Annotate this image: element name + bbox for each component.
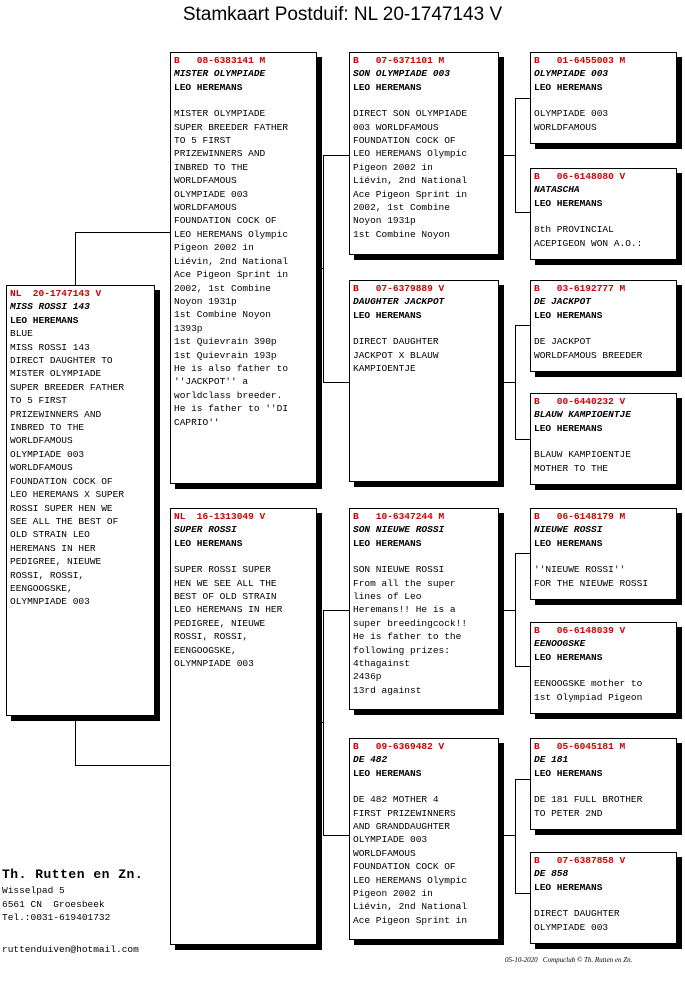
connector-line xyxy=(515,98,530,99)
ring-number: B 10-6347244 M xyxy=(353,511,445,522)
page-title: Stamkaart Postduif: NL 20-1747143 V xyxy=(182,4,503,25)
connector-line xyxy=(323,835,349,836)
breeder-name: LEO HEREMANS xyxy=(353,767,422,779)
pigeon-name: NATASCHA xyxy=(534,184,580,196)
connector-line xyxy=(515,553,516,666)
connector-line xyxy=(515,439,530,440)
pigeon-name: MISS ROSSI 143 xyxy=(10,301,90,313)
breeder-name: LEO HEREMANS xyxy=(534,651,603,663)
owner-name: Th. Rutten en Zn. xyxy=(2,867,144,882)
connector-line xyxy=(323,610,349,611)
ring-number: B 06-6148179 M xyxy=(534,511,626,522)
connector-line xyxy=(499,382,515,383)
connector-line xyxy=(515,98,516,212)
connector-line xyxy=(323,155,349,156)
pigeon-card-mmf xyxy=(530,738,677,830)
ring-number: NL 20-1747143 V xyxy=(10,288,102,299)
breeder-name: LEO HEREMANS xyxy=(10,314,79,326)
connector-line xyxy=(515,212,530,213)
pigeon-notes: SUPER ROSSI SUPER HEN WE SEE ALL THE BEST OF OLD STRAIN LEO HEREMANS IN HER PEDIGREE, NIEUWE ROSSI, ROSSI, EENGOOGSKE, OLYMNPIADE 003 xyxy=(174,564,283,670)
connector-line xyxy=(75,232,76,285)
ring-number: B 07-6387858 V xyxy=(534,855,626,866)
pigeon-name: DAUGHTER JACKPOT xyxy=(353,296,445,308)
connector-line xyxy=(317,722,323,723)
ring-number: B 03-6192777 M xyxy=(534,283,626,294)
pigeon-name: DE 858 xyxy=(534,868,569,880)
connector-line xyxy=(75,232,170,233)
connector-line xyxy=(515,666,530,667)
connector-line xyxy=(317,268,323,269)
owner-email[interactable]: ruttenduiven@hotmail.com xyxy=(2,944,139,955)
pigeon-card-ff xyxy=(349,52,499,255)
pigeon-name: OLYMPIADE 003 xyxy=(534,68,609,80)
connector-line xyxy=(515,325,530,326)
breeder-name: LEO HEREMANS xyxy=(353,309,422,321)
breeder-name: LEO HEREMANS xyxy=(534,537,603,549)
pigeon-name: DE 482 xyxy=(353,754,388,766)
pigeon-card-mff xyxy=(530,508,677,600)
breeder-name: LEO HEREMANS xyxy=(534,767,603,779)
pigeon-name: DE 181 xyxy=(534,754,569,766)
ring-number: NL 16-1313049 V xyxy=(174,511,266,522)
ring-number: B 06-6148080 V xyxy=(534,171,626,182)
pigeon-card-mf xyxy=(349,508,499,710)
pigeon-card-mother xyxy=(170,508,317,945)
pigeon-notes: BLUE MISS ROSSI 143 DIRECT DAUGHTER TO MISTER OLYMPIADE SUPER BREEDER FATHER TO 5 FIRST PRIZEWINNERS AND INBRED TO THE WORLDFAMOUS OLYMPIADE 003 WORLDFAMOUS FOUNDATION COCK OF LEO HEREMANS X SUPER ROSSI SUPER HEN WE SEE ALL THE BEST OF OLD STRAIN LEO HEREMANS IN HER PEDIGREE, NIEUWE ROSSI, ROSSI, EENGOOGSKE, OLYMNPIADE 003 xyxy=(10,328,125,608)
pigeon-card-mfm xyxy=(530,622,677,714)
connector-line xyxy=(515,779,516,893)
pigeon-notes: DE JACKPOT WORLDFAMOUS BREEDER xyxy=(534,336,643,361)
pigeon-notes: OLYMPIADE 003 WORLDFAMOUS xyxy=(534,108,609,133)
pigeon-name: SUPER ROSSI xyxy=(174,524,237,536)
ring-number: B 01-6455003 M xyxy=(534,55,626,66)
pigeon-card-mmm xyxy=(530,852,677,944)
ring-number: B 05-6045181 M xyxy=(534,741,626,752)
pigeon-name: NIEUWE ROSSI xyxy=(534,524,603,536)
breeder-name: LEO HEREMANS xyxy=(353,81,422,93)
pigeon-name: EENOOGSKE xyxy=(534,638,586,650)
pigeon-notes: 8th PROVINCIAL ACEPIGEON WON A.O.: xyxy=(534,224,643,249)
pigeon-notes: MISTER OLYMPIADE SUPER BREEDER FATHER TO 5 FIRST PRIZEWINNERS AND INBRED TO THE WORLDFAMOUS OLYMPIADE 003 WORLDFAMOUS FOUNDATION COCK OF LEO HEREMANS Olympic Pigeon 2002 in Liévin, 2nd National Ace Pigeon Sprint in 2002, 1st Combine Noyon 1931p 1st Combine Noyon 1393p 1st Quievrain 390p 1st Quievrain 193p He is also father to ''JACKPOT'' a worldclass breeder. He is father to ''DI CAPRIO'' xyxy=(174,108,289,428)
pigeon-notes: EENOOGSKE mother to 1st Olympiad Pigeon xyxy=(534,678,643,703)
connector-line xyxy=(75,765,170,766)
connector-line xyxy=(499,835,515,836)
owner-block xyxy=(2,866,143,925)
breeder-name: LEO HEREMANS xyxy=(534,81,603,93)
pigeon-card-fmm xyxy=(530,393,677,485)
pigeon-notes: BLAUW KAMPIOENTJE MOTHER TO THE xyxy=(534,449,631,474)
owner-address: Wisselpad 5 xyxy=(2,885,65,896)
ring-number: B 06-6148039 V xyxy=(534,625,626,636)
pigeon-name: MISTER OLYMPIADE xyxy=(174,68,266,80)
pigeon-card-fmf xyxy=(530,280,677,372)
ring-number: B 09-6369482 V xyxy=(353,741,445,752)
breeder-name: LEO HEREMANS xyxy=(534,309,603,321)
connector-line xyxy=(499,610,515,611)
connector-line xyxy=(499,155,515,156)
owner-phone: Tel.:0031-619401732 xyxy=(2,912,111,923)
connector-line xyxy=(515,893,530,894)
connector-line xyxy=(323,382,349,383)
ring-number: B 08-6383141 M xyxy=(174,55,266,66)
pigeon-name: SON NIEUWE ROSSI xyxy=(353,524,445,536)
pigeon-card-father xyxy=(170,52,317,484)
pigeon-name: SON OLYMPIADE 003 xyxy=(353,68,450,80)
connector-line xyxy=(323,155,324,382)
pigeon-card-ffm xyxy=(530,168,677,260)
owner-city: 6561 CN Groesbeek xyxy=(2,898,105,910)
pigeon-card-fff xyxy=(530,52,677,144)
pigeon-notes: DIRECT DAUGHTER JACKPOT X BLAUW KAMPIOENTJE xyxy=(353,336,439,375)
pigeon-notes: DE 482 MOTHER 4 FIRST PRIZEWINNERS AND GRANDDAUGHTER OLYMPIADE 003 WORLDFAMOUS FOUNDATION COCK OF LEO HEREMANS Olympic Pigeon 2002 in Liévin, 2nd National Ace Pigeon Sprint in xyxy=(353,794,468,926)
pigeon-name: BLAUW KAMPIOENTJE xyxy=(534,409,631,421)
breeder-name: LEO HEREMANS xyxy=(534,422,603,434)
breeder-name: LEO HEREMANS xyxy=(534,197,603,209)
ring-number: B 07-6379889 V xyxy=(353,283,445,294)
breeder-name: LEO HEREMANS xyxy=(353,537,422,549)
breeder-name: LEO HEREMANS xyxy=(534,881,603,893)
pigeon-notes: ''NIEUWE ROSSI'' FOR THE NIEUWE ROSSI xyxy=(534,564,649,589)
pigeon-name: DE JACKPOT xyxy=(534,296,592,308)
pigeon-notes: SON NIEUWE ROSSI From all the super lines of Leo Heremans!! He is a super breedingcock!! He is father to the following prizes: 4thagainst 2436p 13rd against xyxy=(353,564,468,696)
connector-line xyxy=(323,610,324,835)
breeder-name: LEO HEREMANS xyxy=(174,537,243,549)
footer-credit: 05-10-2020 Compuclub © Th. Rutten en Zn. xyxy=(505,956,633,964)
connector-line xyxy=(515,553,530,554)
breeder-name: LEO HEREMANS xyxy=(174,81,243,93)
connector-line xyxy=(515,779,530,780)
connector-line xyxy=(75,716,76,765)
pigeon-notes: DIRECT DAUGHTER OLYMPIADE 003 xyxy=(534,908,620,933)
pigeon-card-fm xyxy=(349,280,499,482)
pigeon-card-mm xyxy=(349,738,499,940)
connector-line xyxy=(515,325,516,439)
pigeon-notes: DE 181 FULL BROTHER TO PETER 2ND xyxy=(534,794,643,819)
ring-number: B 00-6440232 V xyxy=(534,396,626,407)
ring-number: B 07-6371101 M xyxy=(353,55,445,66)
pigeon-card-subject xyxy=(6,285,155,716)
pigeon-notes: DIRECT SON OLYMPIADE 003 WORLDFAMOUS FOUNDATION COCK OF LEO HEREMANS Olympic Pigeon 2002 in Liévin, 2nd National Ace Pigeon Sprint in 2002, 1st Combine Noyon 1931p 1st Combine Noyon xyxy=(353,108,468,240)
